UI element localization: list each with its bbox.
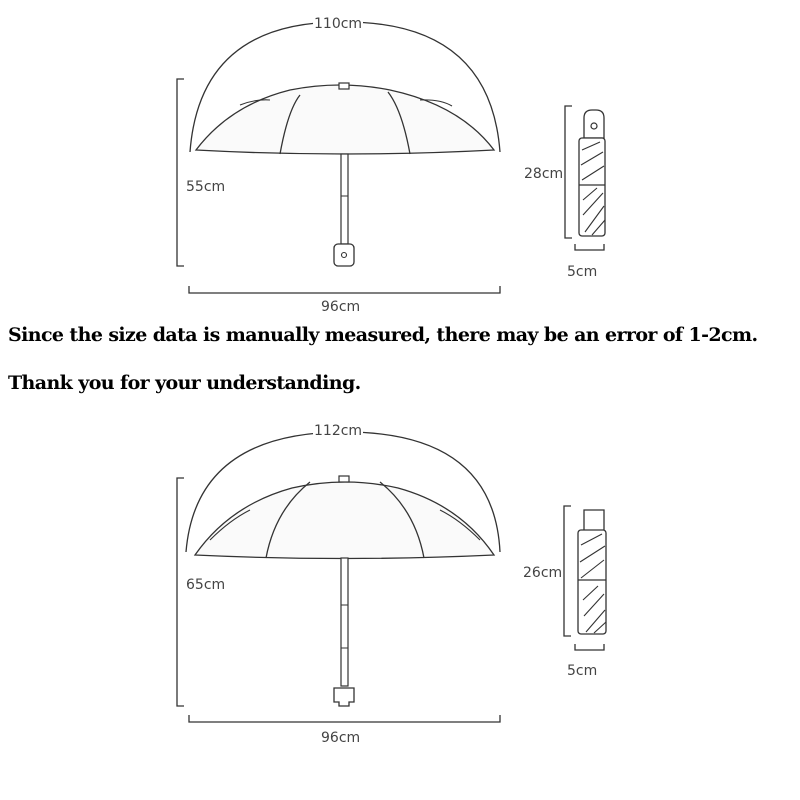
folded-width-label: 5cm — [567, 663, 598, 679]
thank-you-notice: Thank you for your understanding. — [8, 372, 361, 394]
span-dimension-line — [189, 286, 500, 293]
folded-width-line — [575, 244, 604, 250]
folded-umbrella-bottom — [578, 510, 606, 634]
canopy-tip — [339, 83, 349, 89]
folded-width-label: 5cm — [567, 264, 598, 280]
canopy-outline — [196, 85, 494, 154]
span-label: 96cm — [321, 730, 361, 746]
folded-length-line — [564, 506, 571, 636]
height-label: 55cm — [186, 179, 226, 195]
height-label: 65cm — [186, 577, 226, 593]
span-label: 96cm — [321, 299, 361, 315]
arc-length-label: 112cm — [314, 423, 363, 439]
folded-length-label: 26cm — [523, 565, 563, 581]
umbrella-drawing-top — [0, 0, 800, 320]
folded-width-line — [575, 644, 604, 650]
height-dimension-line — [177, 478, 184, 706]
umbrella-diagram-top — [0, 0, 800, 320]
folded-length-label: 28cm — [524, 166, 564, 182]
canopy-outline — [195, 482, 494, 559]
measurement-notice: Since the size data is manually measured, there may be an error of 1-2cm. — [8, 324, 758, 346]
height-dimension-line — [177, 79, 184, 266]
umbrella-drawing-bottom — [0, 410, 800, 770]
umbrella-diagram-bottom — [0, 410, 800, 770]
span-dimension-line — [189, 715, 500, 722]
umbrella-handle — [334, 688, 354, 706]
arc-length-label: 110cm — [314, 16, 363, 32]
umbrella-handle — [334, 244, 354, 266]
folded-length-line — [565, 106, 572, 238]
umbrella-shaft — [341, 154, 348, 244]
folded-umbrella-top — [579, 110, 605, 236]
umbrella-shaft — [341, 558, 348, 686]
canopy-tip — [339, 476, 349, 482]
